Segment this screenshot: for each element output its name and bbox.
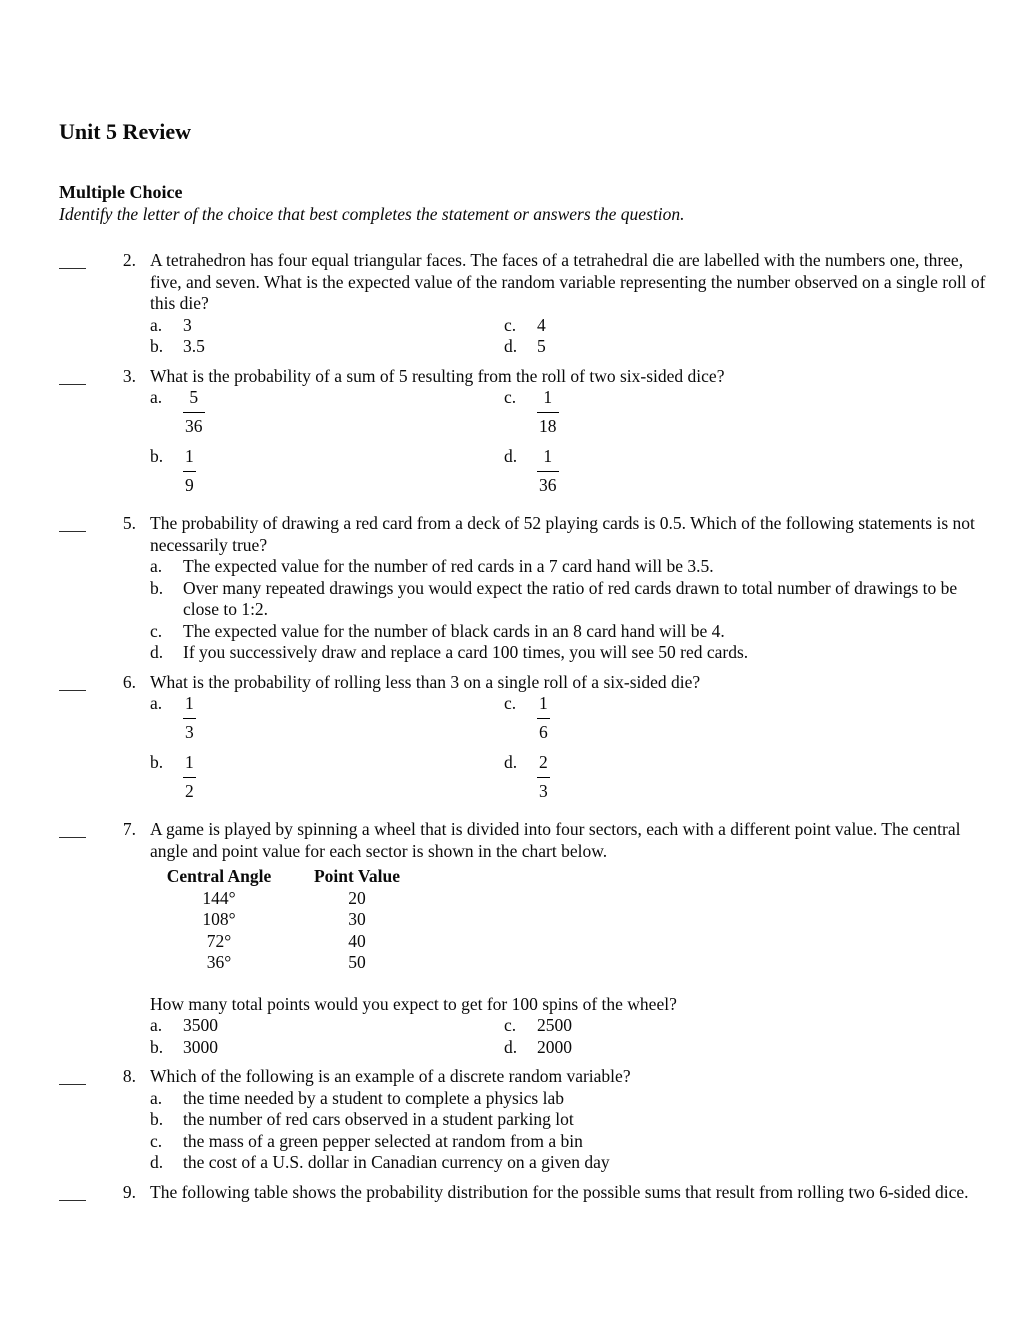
question-number: 3. [122, 365, 136, 386]
option-row [504, 693, 990, 743]
option-row [504, 752, 990, 802]
answer-blank [59, 366, 86, 385]
question [59, 1066, 990, 1174]
question-subtext: How many total points would you expect to get for 100 spins of the wheel? [150, 993, 677, 1014]
fraction-denominator: 2 [183, 777, 196, 803]
table-cell-point-value: 30 [348, 909, 366, 929]
option-letter: a. [150, 1087, 163, 1108]
option-letter: b. [150, 336, 164, 356]
option-value: The expected value for the number of red cards in a 7 card hand will be 3.5. [183, 556, 714, 576]
fraction-denominator: 18 [537, 412, 559, 438]
table-cell-central-angle: 108° [202, 909, 236, 929]
question-number: 2. [122, 250, 136, 270]
answer-blank [59, 1182, 86, 1201]
section-heading: Multiple Choice [59, 182, 183, 202]
question [59, 366, 990, 506]
question-body [150, 819, 990, 1058]
fraction [537, 693, 550, 743]
option-row [150, 387, 504, 437]
option-row [150, 1109, 990, 1131]
question-text: The probability of drawing a red card from a deck of 52 playing cards is 0.5. Which of the following statements is not necessarily true? [150, 513, 975, 555]
options-column [150, 1015, 504, 1058]
option-row [504, 1037, 990, 1059]
question-number: 6. [122, 671, 136, 692]
fraction [183, 693, 196, 743]
fraction-numerator: 2 [539, 752, 548, 772]
fraction-denominator: 9 [183, 471, 196, 497]
answer-blank [59, 819, 86, 838]
options [150, 387, 990, 505]
option-row [150, 1015, 504, 1037]
answer-blank [59, 250, 86, 269]
fraction-numerator: 1 [539, 693, 548, 713]
option-row [504, 1015, 990, 1037]
question-body [150, 1066, 990, 1174]
table-cell-central-angle: 36° [206, 952, 232, 972]
question-text: A tetrahedron has four equal triangular faces. The faces of a tetrahedral die are labelled with the numbers one, three, five, and seven. What is the expected value of the random variable representing the number observed on a single roll of this die? [150, 250, 986, 313]
fraction-numerator: 1 [185, 446, 194, 466]
option-row [150, 693, 504, 743]
table-row [163, 952, 990, 974]
option-value: The expected value for the number of black cards in an 8 card hand will be 4. [183, 620, 725, 641]
table-header-central-angle: Central Angle [166, 866, 272, 886]
option-value: 4 [537, 314, 546, 335]
question-text: Which of the following is an example of a discrete random variable? [150, 1066, 631, 1086]
option-letter: d. [504, 336, 518, 356]
question-text: What is the probability of rolling less than 3 on a single roll of a six-sided die? [150, 671, 701, 692]
option-letter: b. [150, 577, 164, 598]
fraction-denominator: 3 [183, 718, 196, 744]
option-row [150, 315, 504, 337]
options-column [504, 315, 990, 358]
option-row [150, 1152, 990, 1174]
option-row [150, 1037, 504, 1059]
option-row [150, 336, 504, 358]
option-letter: a. [150, 387, 163, 407]
fraction-numerator: 1 [185, 752, 194, 772]
option-letter: a. [150, 314, 163, 335]
fraction-numerator: 1 [543, 387, 553, 407]
question-body [150, 1182, 990, 1204]
option-row [504, 446, 990, 496]
option-letter: d. [504, 752, 518, 772]
option-value: the cost of a U.S. dollar in Canadian currency on a given day [183, 1152, 610, 1172]
option-row [150, 1131, 990, 1153]
question-body [150, 250, 990, 358]
option-value: 3500 [183, 1015, 218, 1035]
question-body [150, 366, 990, 506]
fraction-denominator: 3 [537, 777, 550, 803]
fraction [183, 752, 196, 802]
option-row [504, 387, 990, 437]
question-list [59, 250, 990, 1203]
fraction [183, 387, 205, 437]
option-value: 3000 [183, 1036, 218, 1057]
table-cell-point-value: 50 [348, 952, 366, 972]
option-row [150, 642, 990, 664]
option-value: 2000 [537, 1036, 572, 1057]
option-row [504, 336, 990, 358]
fraction [183, 446, 196, 496]
option-letter: b. [150, 752, 164, 772]
question-number: 5. [122, 513, 136, 533]
option-value: the number of red cars observed in a student parking lot [183, 1109, 574, 1129]
options [150, 693, 990, 811]
option-letter: b. [150, 1109, 164, 1129]
option-row [150, 1088, 990, 1110]
options-column [504, 387, 990, 505]
option-value: 5 [537, 336, 546, 356]
question-body [150, 672, 990, 812]
options-column [504, 1015, 990, 1058]
question-body [150, 513, 990, 664]
option-row [150, 556, 990, 578]
option-row [150, 446, 504, 496]
fraction-numerator: 1 [185, 693, 194, 713]
option-letter: a. [150, 556, 163, 576]
option-letter: d. [504, 446, 518, 466]
option-letter: a. [150, 1015, 163, 1035]
option-value: If you successively draw and replace a card 100 times, you will see 50 red cards. [183, 642, 749, 662]
fraction-denominator: 36 [537, 471, 559, 497]
option-letter: c. [504, 387, 517, 407]
question-text: The following table shows the probability distribution for the possible sums that result from rolling two 6-sided dice. [150, 1181, 969, 1202]
option-row [150, 621, 990, 643]
table-cell-point-value: 40 [348, 930, 366, 951]
answer-blank [59, 672, 86, 691]
answer-blank [59, 1066, 86, 1085]
question [59, 819, 990, 1058]
wheel-table [163, 866, 990, 974]
option-value: 3.5 [183, 336, 205, 356]
table-header-point-value: Point Value [313, 866, 401, 886]
option-value: 2500 [537, 1015, 572, 1035]
table-header-row [163, 866, 990, 888]
question [59, 672, 990, 812]
option-value: the mass of a green pepper selected at random from a bin [183, 1130, 583, 1151]
option-letter: c. [504, 1015, 517, 1035]
option-letter: c. [504, 693, 517, 713]
question-number: 7. [122, 819, 136, 839]
fraction-denominator: 6 [537, 718, 550, 744]
option-row [504, 315, 990, 337]
instructions-text: Identify the letter of the choice that best completes the statement or answers the question. [59, 203, 685, 224]
option-letter: c. [504, 314, 517, 335]
options-column [150, 387, 504, 505]
option-letter: d. [150, 1152, 164, 1172]
page-title: Unit 5 Review [59, 119, 191, 144]
question [59, 513, 990, 664]
option-letter: c. [150, 620, 163, 641]
fraction [537, 752, 550, 802]
options-column [150, 693, 504, 811]
option-letter: b. [150, 446, 164, 466]
table-cell-central-angle: 72° [206, 930, 232, 951]
table-row [163, 909, 990, 931]
answer-blank [59, 513, 86, 532]
options [150, 1015, 990, 1058]
question-number: 9. [122, 1181, 136, 1202]
options [150, 1088, 990, 1174]
fraction-numerator: 1 [543, 446, 553, 466]
question-number: 8. [122, 1066, 136, 1086]
fraction [537, 387, 559, 437]
fraction [537, 446, 559, 496]
table-row [163, 931, 990, 953]
option-letter: c. [150, 1130, 163, 1151]
option-letter: d. [504, 1036, 518, 1057]
option-value: Over many repeated drawings you would expect the ratio of red cards drawn to total number of drawings to be close to 1:2. [183, 577, 958, 619]
options [150, 556, 990, 664]
fraction-denominator: 36 [183, 412, 205, 438]
table-cell-point-value: 20 [348, 887, 366, 908]
question [59, 1182, 990, 1204]
question-text: A game is played by spinning a wheel that is divided into four sectors, each with a different point value. The central angle and point value for each sector is shown in the chart below. [150, 819, 961, 861]
table-cell-central-angle: 144° [202, 887, 236, 908]
option-letter: a. [150, 693, 163, 713]
options [150, 315, 990, 358]
option-row [150, 578, 990, 621]
option-letter: b. [150, 1036, 164, 1057]
options-column [150, 315, 504, 358]
question [59, 250, 990, 358]
fraction-numerator: 5 [189, 387, 199, 407]
option-row [150, 752, 504, 802]
option-value: the time needed by a student to complete a physics lab [183, 1087, 565, 1108]
options-column [504, 693, 990, 811]
table-row [163, 888, 990, 910]
question-text: What is the probability of a sum of 5 resulting from the roll of two six-sided dice? [150, 365, 725, 386]
option-letter: d. [150, 642, 164, 662]
option-value: 3 [183, 314, 192, 335]
